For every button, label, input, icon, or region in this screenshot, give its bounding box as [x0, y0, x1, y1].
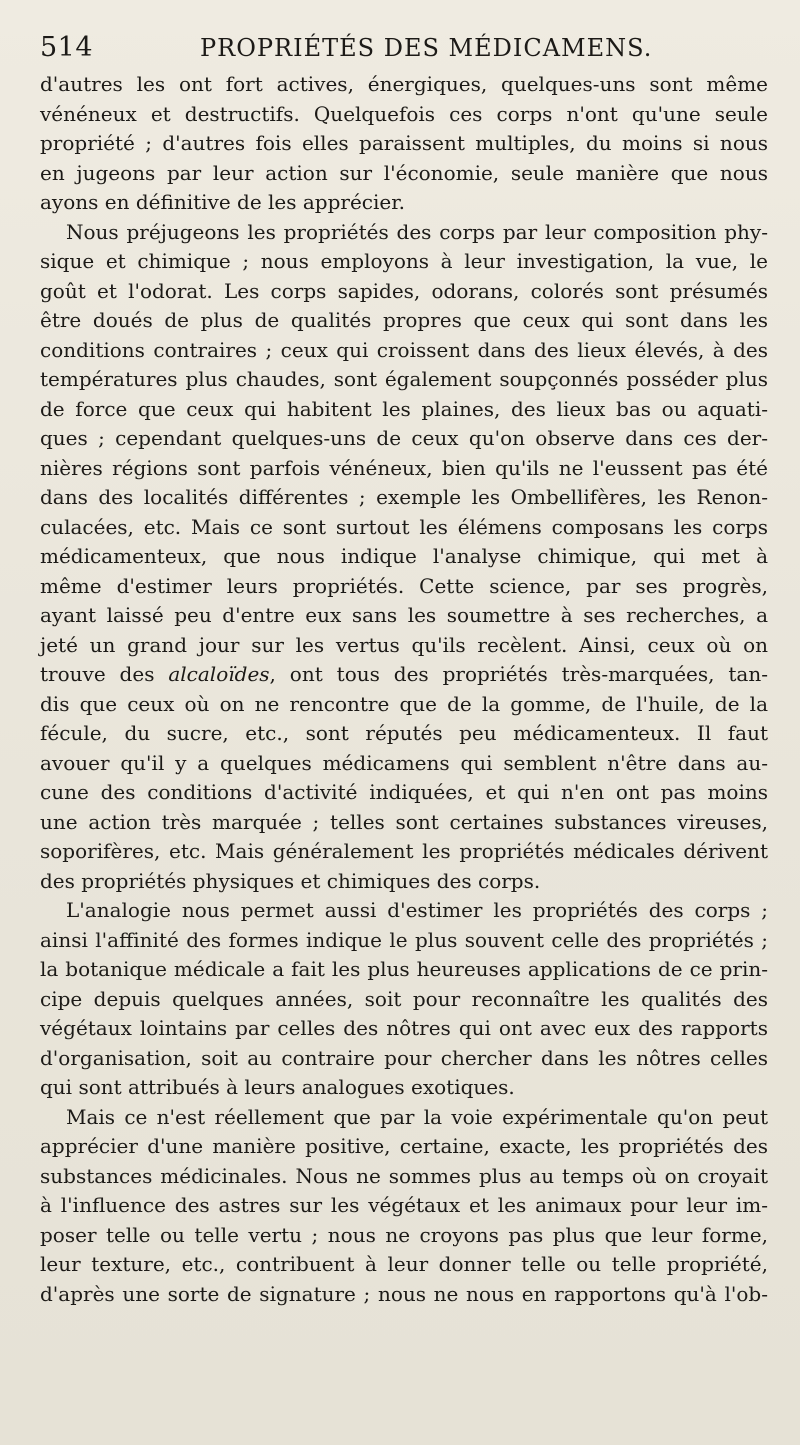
text-line: ainsi l'affinité des formes indique le plus souvent celle des propriétés ;: [40, 927, 768, 952]
running-title: PROPRIÉTÉS DES MÉDICAMENS.: [200, 34, 653, 62]
text-line: Mais ce n'est réellement que par la voie expérimentale qu'on peut: [66, 1104, 768, 1129]
text-line: d'organisation, soit au contraire pour chercher dans les nôtres celles: [40, 1045, 768, 1070]
text-line: culacées, etc. Mais ce sont surtout les élémens composans les corps: [40, 514, 768, 539]
text-line: leur texture, etc., contribuent à leur donner telle ou telle propriété,: [40, 1252, 768, 1276]
text-line: températures plus chaudes, sont également soupçonnés posséder plus: [40, 367, 768, 391]
text-line: apprécier d'une manière positive, certaine, exacte, les propriétés des: [40, 1134, 768, 1158]
text-line: substances médicinales. Nous ne sommes plus au temps où on croyait: [40, 1163, 768, 1188]
text-line: soporifères, etc. Mais généralement les propriétés médicales dérivent: [40, 839, 768, 863]
text-line: de force que ceux qui habitent les plaines, des lieux bas ou aquati-: [40, 396, 768, 421]
text-line: cune des conditions d'activité indiquées, et qui n'en ont pas moins: [40, 780, 768, 804]
text-line: dis que ceux où on ne rencontre que de la gomme, de l'huile, de la: [40, 691, 768, 716]
text-line: poser telle ou telle vertu ; nous ne croyons pas plus que leur forme,: [40, 1222, 768, 1247]
page-header: [40, 30, 760, 70]
text-line: propriété ; d'autres fois elles paraissent multiples, du moins si nous: [40, 131, 768, 155]
text-line: ayons en définitive de les apprécier.: [40, 190, 405, 214]
text-line: Nous préjugeons les propriétés des corps par leur composition phy-: [66, 219, 768, 244]
text-line: cipe depuis quelques années, soit pour reconnaître les qualités des: [40, 986, 768, 1011]
page-number: 514: [40, 32, 94, 63]
text-line: végétaux lointains par celles des nôtres qui ont avec eux des rapports: [40, 1016, 768, 1040]
paragraph: [40, 1103, 768, 1310]
paragraph: [40, 896, 768, 1103]
text-line: la botanique médicale a fait les plus heureuses applications de ce prin-: [40, 957, 768, 981]
text-line: être doués de plus de qualités propres que ceux qui sont dans les: [40, 308, 768, 332]
text-line: une action très marquée ; telles sont certaines substances vireuses,: [40, 809, 768, 834]
text-segment: , ont tous des propriétés très-marquées, tan-: [269, 662, 768, 686]
paragraph: [40, 70, 768, 218]
text-line: des propriétés physiques et chimiques des corps.: [40, 868, 541, 893]
text-line: vénéneux et destructifs. Quelquefois ces corps n'ont qu'une seule: [40, 101, 768, 126]
text-line: sique et chimique ; nous employons à leur investigation, la vue, le: [40, 249, 768, 273]
italic-term: alcaloïdes: [168, 662, 270, 686]
text-line: qui sont attribués à leurs analogues exotiques.: [40, 1075, 515, 1099]
paragraph: [40, 218, 768, 897]
text-line: ayant laissé peu d'entre eux sans les soumettre à ses recherches, a: [40, 603, 768, 627]
text-line: nières régions sont parfois vénéneux, bien qu'ils ne l'eussent pas été: [40, 455, 768, 480]
body-text: [40, 70, 768, 1309]
text-line: L'analogie nous permet aussi d'estimer les propriétés des corps ;: [66, 898, 768, 922]
text-line: conditions contraires ; ceux qui croissent dans des lieux élevés, à des: [40, 337, 768, 362]
text-line: d'autres les ont fort actives, énergiques, quelques-uns sont même: [40, 72, 768, 96]
text-line: à l'influence des astres sur les végétaux et les animaux pour leur im-: [40, 1193, 768, 1217]
text-line: fécule, du sucre, etc., sont réputés peu médicamenteux. Il faut: [40, 721, 768, 745]
text-line: dans des localités différentes ; exemple les Ombellifères, les Renon-: [40, 485, 768, 509]
text-line: en jugeons par leur action sur l'économie, seule manière que nous: [40, 160, 768, 185]
text-line: ques ; cependant quelques-uns de ceux qu'on observe dans ces der-: [40, 426, 768, 450]
text-line: avouer qu'il y a quelques médicamens qui semblent n'être dans au-: [40, 750, 768, 775]
text-line: médicamenteux, que nous indique l'analyse chimique, qui met à: [40, 544, 768, 568]
text-line: jeté un grand jour sur les vertus qu'ils recèlent. Ainsi, ceux où on: [40, 632, 768, 657]
text-line: [40, 660, 768, 690]
text-line: d'après une sorte de signature ; nous ne nous en rapportons qu'à l'ob-: [40, 1281, 768, 1306]
text-line: même d'estimer leurs propriétés. Cette science, par ses progrès,: [40, 573, 768, 598]
text-line: goût et l'odorat. Les corps sapides, odorans, colorés sont présumés: [40, 278, 768, 303]
text-segment: trouve des: [40, 662, 169, 686]
